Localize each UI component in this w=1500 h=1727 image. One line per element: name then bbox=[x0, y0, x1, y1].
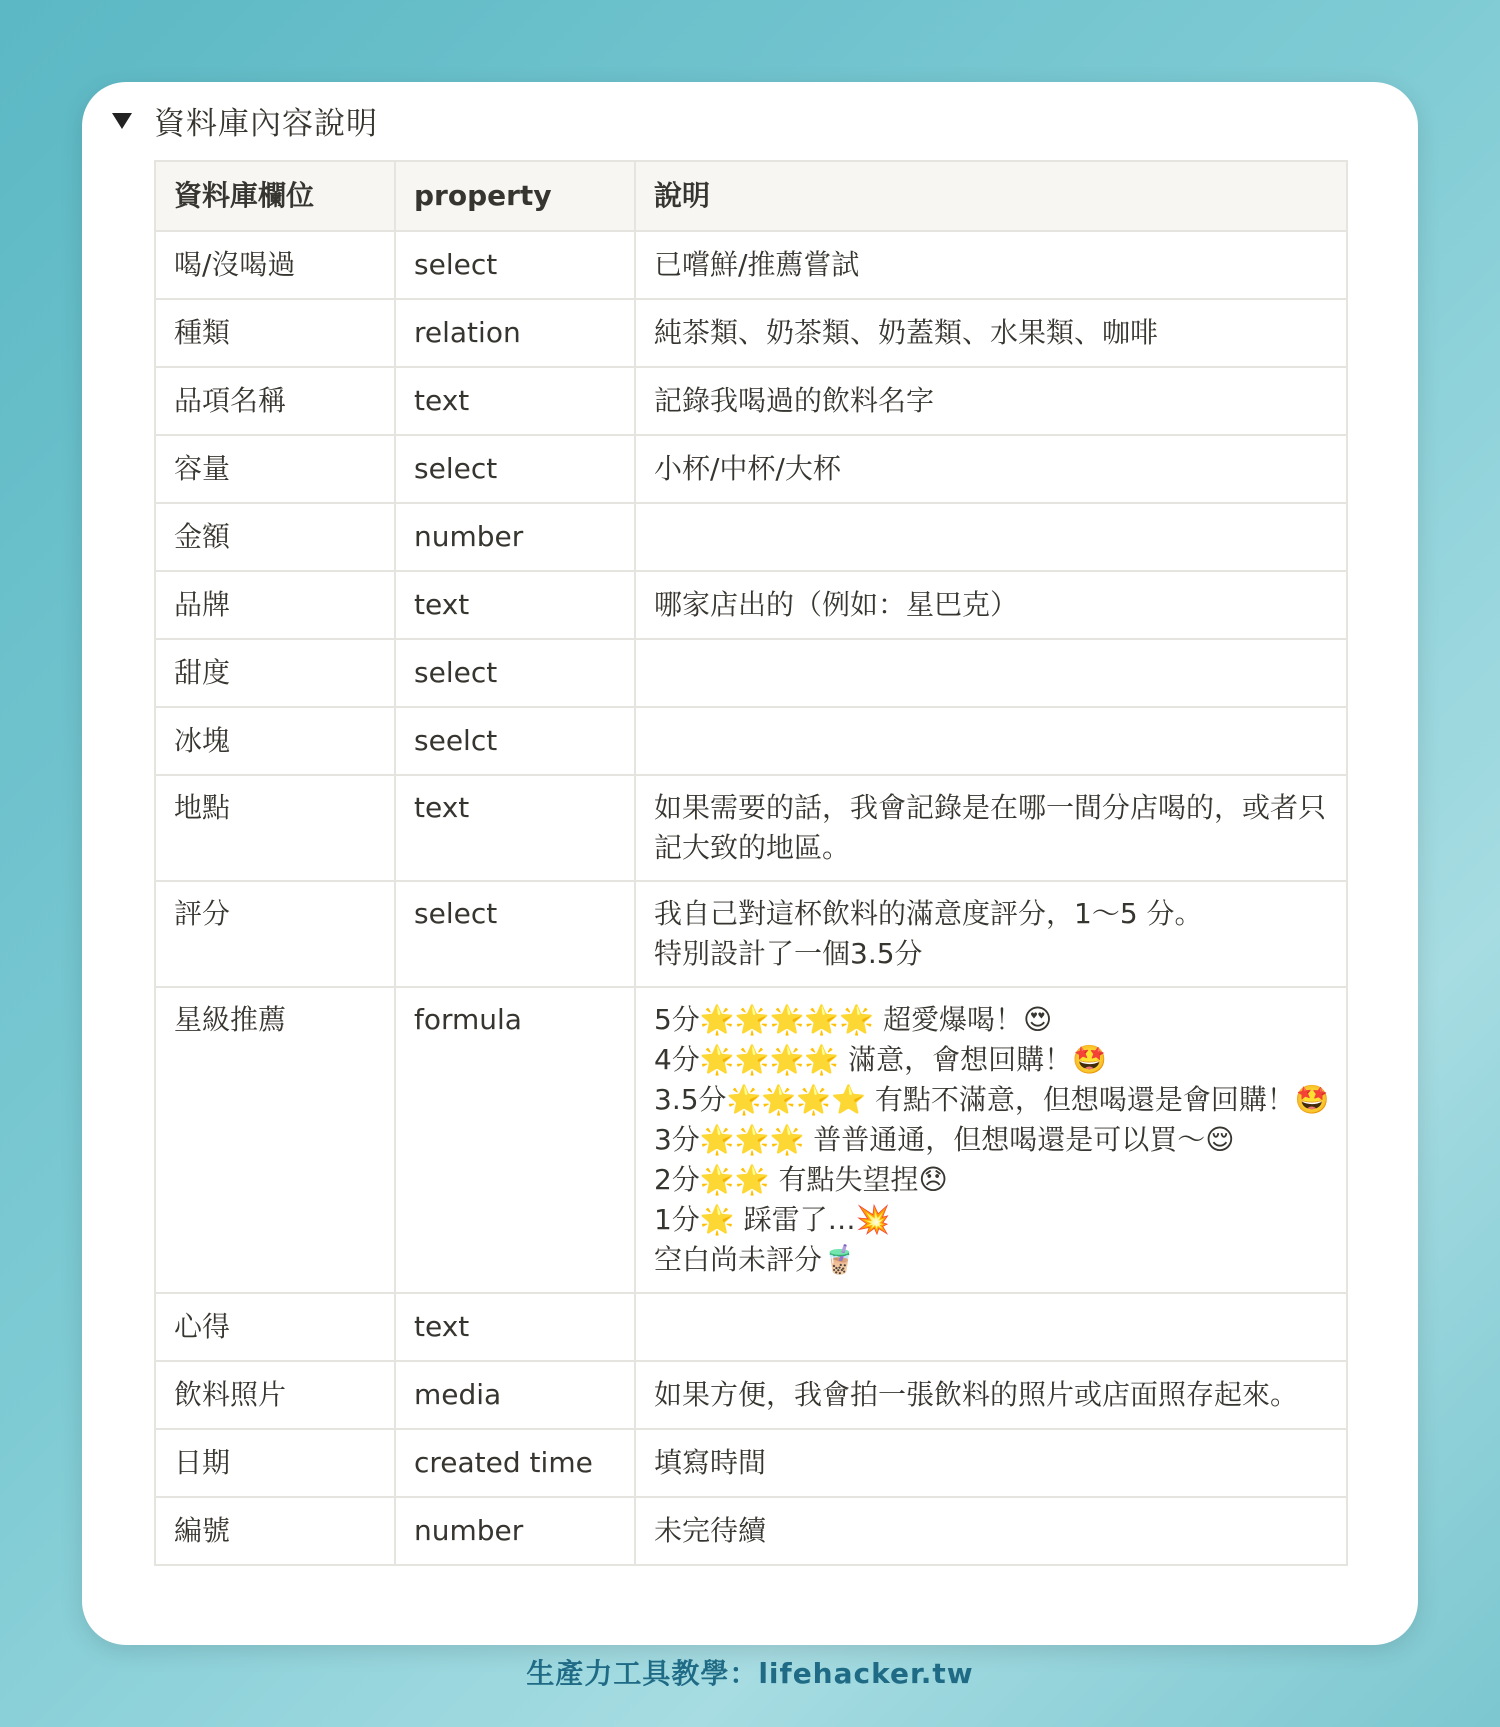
description-line: 特別設計了一個3.5分 bbox=[654, 937, 923, 970]
table-row bbox=[155, 435, 1347, 503]
cell-field[interactable]: 金額 bbox=[155, 503, 395, 571]
cell-description[interactable] bbox=[635, 571, 1347, 639]
cell-description[interactable] bbox=[635, 639, 1347, 707]
cell-field[interactable]: 甜度 bbox=[155, 639, 395, 707]
footer-credit: 生產力工具教學：lifehacker.tw bbox=[526, 1657, 974, 1690]
cell-description[interactable] bbox=[635, 707, 1347, 775]
cell-field[interactable]: 心得 bbox=[155, 1293, 395, 1361]
table-row bbox=[155, 775, 1347, 881]
cell-property[interactable]: media bbox=[395, 1361, 635, 1429]
cell-description[interactable] bbox=[635, 1497, 1347, 1565]
description-line: 3分🌟🌟🌟 普普通通，但想喝還是可以買～😌 bbox=[654, 1123, 1235, 1156]
cell-property[interactable]: seelct bbox=[395, 707, 635, 775]
description-line: 哪家店出的（例如：星巴克） bbox=[654, 588, 1019, 621]
cell-field[interactable]: 冰塊 bbox=[155, 707, 395, 775]
cell-property[interactable]: select bbox=[395, 435, 635, 503]
cell-property[interactable]: created time bbox=[395, 1429, 635, 1497]
description-line: 未完待續 bbox=[654, 1514, 767, 1547]
cell-property[interactable]: text bbox=[395, 571, 635, 639]
cell-field[interactable]: 品牌 bbox=[155, 571, 395, 639]
table-row bbox=[155, 639, 1347, 707]
table-header-row bbox=[155, 161, 1347, 231]
description-line: 如果需要的話，我會記錄是在哪一間分店喝的，或者只 bbox=[654, 791, 1327, 824]
header-property: property bbox=[395, 161, 635, 231]
toggle-title: 資料庫內容說明 bbox=[154, 105, 378, 142]
cell-property[interactable]: relation bbox=[395, 299, 635, 367]
table-row bbox=[155, 1293, 1347, 1361]
cell-description[interactable] bbox=[635, 1429, 1347, 1497]
header-description: 說明 bbox=[635, 161, 1347, 231]
cell-description[interactable] bbox=[635, 231, 1347, 299]
triangle-down-icon[interactable] bbox=[112, 113, 132, 129]
table-row bbox=[155, 367, 1347, 435]
table-row bbox=[155, 571, 1347, 639]
cell-description[interactable] bbox=[635, 435, 1347, 503]
table-row bbox=[155, 299, 1347, 367]
description-line: 4分🌟🌟🌟🌟 滿意，會想回購！🤩 bbox=[654, 1043, 1108, 1076]
cell-property[interactable]: formula bbox=[395, 987, 635, 1293]
cell-property[interactable]: select bbox=[395, 639, 635, 707]
description-line: 記大致的地區。 bbox=[654, 831, 851, 864]
header-field: 資料庫欄位 bbox=[155, 161, 395, 231]
table-row bbox=[155, 231, 1347, 299]
cell-field[interactable]: 種類 bbox=[155, 299, 395, 367]
description-line: 空白尚未評分🧋 bbox=[654, 1243, 857, 1276]
toggle-block[interactable] bbox=[112, 96, 378, 144]
cell-description[interactable] bbox=[635, 881, 1347, 987]
cell-property[interactable]: select bbox=[395, 231, 635, 299]
description-line: 記錄我喝過的飲料名字 bbox=[654, 384, 935, 417]
cell-property[interactable]: number bbox=[395, 503, 635, 571]
table-row bbox=[155, 707, 1347, 775]
cell-field[interactable]: 容量 bbox=[155, 435, 395, 503]
cell-field[interactable]: 日期 bbox=[155, 1429, 395, 1497]
table-row bbox=[155, 987, 1347, 1293]
cell-property[interactable]: number bbox=[395, 1497, 635, 1565]
cell-description[interactable] bbox=[635, 299, 1347, 367]
description-line: 小杯/中杯/大杯 bbox=[654, 452, 841, 485]
database-table bbox=[154, 160, 1348, 1566]
table-row bbox=[155, 503, 1347, 571]
cell-description[interactable] bbox=[635, 775, 1347, 881]
cell-field[interactable]: 評分 bbox=[155, 881, 395, 987]
cell-field[interactable]: 地點 bbox=[155, 775, 395, 881]
cell-property[interactable]: text bbox=[395, 775, 635, 881]
description-line: 我自己對這杯飲料的滿意度評分，1～5 分。 bbox=[654, 897, 1203, 930]
cell-description[interactable] bbox=[635, 1361, 1347, 1429]
cell-field[interactable]: 編號 bbox=[155, 1497, 395, 1565]
table-row bbox=[155, 1429, 1347, 1497]
cell-field[interactable]: 喝/沒喝過 bbox=[155, 231, 395, 299]
cell-description[interactable] bbox=[635, 503, 1347, 571]
cell-property[interactable]: select bbox=[395, 881, 635, 987]
description-line: 3.5分🌟🌟🌟⭐ 有點不滿意，但想喝還是會回購！🤩 bbox=[654, 1083, 1330, 1116]
description-line: 2分🌟🌟 有點失望捏😞 bbox=[654, 1163, 948, 1196]
cell-description[interactable] bbox=[635, 367, 1347, 435]
cell-field[interactable]: 品項名稱 bbox=[155, 367, 395, 435]
description-line: 如果方便，我會拍一張飲料的照片或店面照存起來。 bbox=[654, 1378, 1299, 1411]
cell-description[interactable] bbox=[635, 1293, 1347, 1361]
cell-field[interactable]: 飲料照片 bbox=[155, 1361, 395, 1429]
cell-field[interactable]: 星級推薦 bbox=[155, 987, 395, 1293]
content-card bbox=[82, 82, 1418, 1645]
table-row bbox=[155, 1361, 1347, 1429]
description-line: 1分🌟 踩雷了…💥 bbox=[654, 1203, 891, 1236]
description-line: 已嚐鮮/推薦嘗試 bbox=[654, 248, 860, 281]
description-line: 純茶類、奶茶類、奶蓋類、水果類、咖啡 bbox=[654, 316, 1159, 349]
cell-property[interactable]: text bbox=[395, 1293, 635, 1361]
cell-property[interactable]: text bbox=[395, 367, 635, 435]
description-line: 5分🌟🌟🌟🌟🌟 超愛爆喝！😍 bbox=[654, 1003, 1053, 1036]
table-row bbox=[155, 881, 1347, 987]
description-line: 填寫時間 bbox=[654, 1446, 767, 1479]
cell-description[interactable] bbox=[635, 987, 1347, 1293]
table-row bbox=[155, 1497, 1347, 1565]
